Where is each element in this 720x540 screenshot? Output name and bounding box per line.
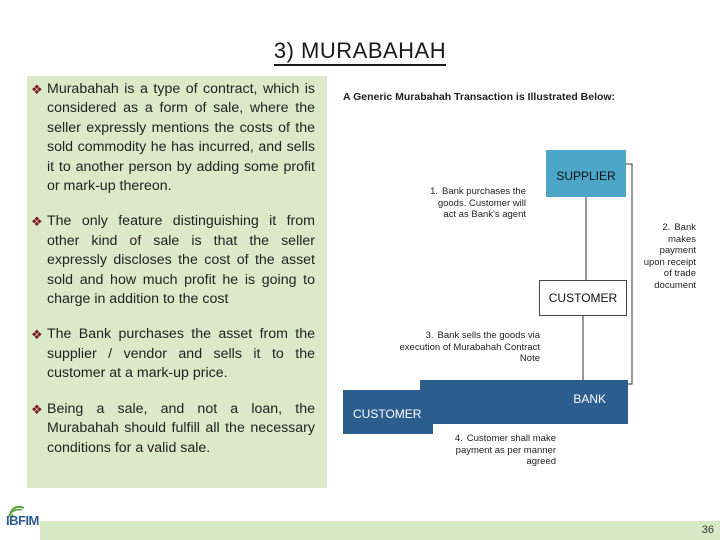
diamond-bullet-icon: ❖ [31, 214, 43, 230]
slide-title [0, 38, 720, 64]
note-number: 3. [425, 330, 434, 341]
bank-box: BANK [420, 380, 628, 424]
customer-box-right: CUSTOMER [539, 280, 627, 316]
note-1 [424, 186, 526, 221]
diamond-bullet-icon: ❖ [31, 327, 43, 343]
logo-text: IBFIM [6, 513, 39, 528]
note-4 [428, 433, 556, 468]
note-3 [396, 330, 540, 365]
bullet-text: The only feature distinguishing it from other kind of sale is that the seller expressly discloses the cost of the asset sold and how much profit he is going to charge in addition to the cost [47, 213, 315, 308]
note-number: 1. [430, 186, 439, 197]
note-number: 4. [454, 433, 463, 444]
bullet-item [31, 325, 315, 383]
bullet-panel [27, 76, 327, 488]
diamond-bullet-icon: ❖ [31, 401, 43, 417]
note-text: Bank sells the goods via execution of Murabahah Contract Note [399, 330, 540, 364]
page-number: 36 [701, 524, 714, 536]
bullet-item [31, 212, 315, 309]
connector-supplier-bank [626, 164, 632, 384]
note-text: Bank purchases the goods. Customer will act as Bank's agent [437, 186, 526, 220]
diamond-bullet-icon: ❖ [31, 82, 43, 97]
bullet-text: The Bank purchases the asset from the supplier / vendor and sells it to the customer at a mark-up price. [47, 326, 315, 382]
slide-title-text: 3) MURABAHAH [274, 38, 446, 66]
note-text: Bank makes payment upon receipt of trade document [643, 222, 696, 291]
bullet-text: Being a sale, and not a loan, the Murabahah should fulfill all the necessary conditions for a valid sale. [47, 400, 315, 456]
bullet-text: Murabahah is a type of contract, which is considered as a form of sale, where the seller expressly mentions the costs of the sold commodity he has incurred, and sells it to another person by adding some profit or mark-up thereon. [47, 81, 315, 195]
bullet-item [31, 80, 315, 196]
bullet-item [31, 400, 315, 458]
diagram-heading: A Generic Murabahah Transaction is Illustrated Below: [343, 91, 616, 103]
supplier-box: SUPPLIER [546, 150, 626, 197]
customer-box-left: CUSTOMER [343, 390, 433, 434]
note-text: Customer shall make payment as per manner agreed [455, 433, 556, 467]
note-2 [638, 222, 696, 291]
footer-bar [40, 521, 720, 540]
note-number: 2. [662, 222, 671, 233]
